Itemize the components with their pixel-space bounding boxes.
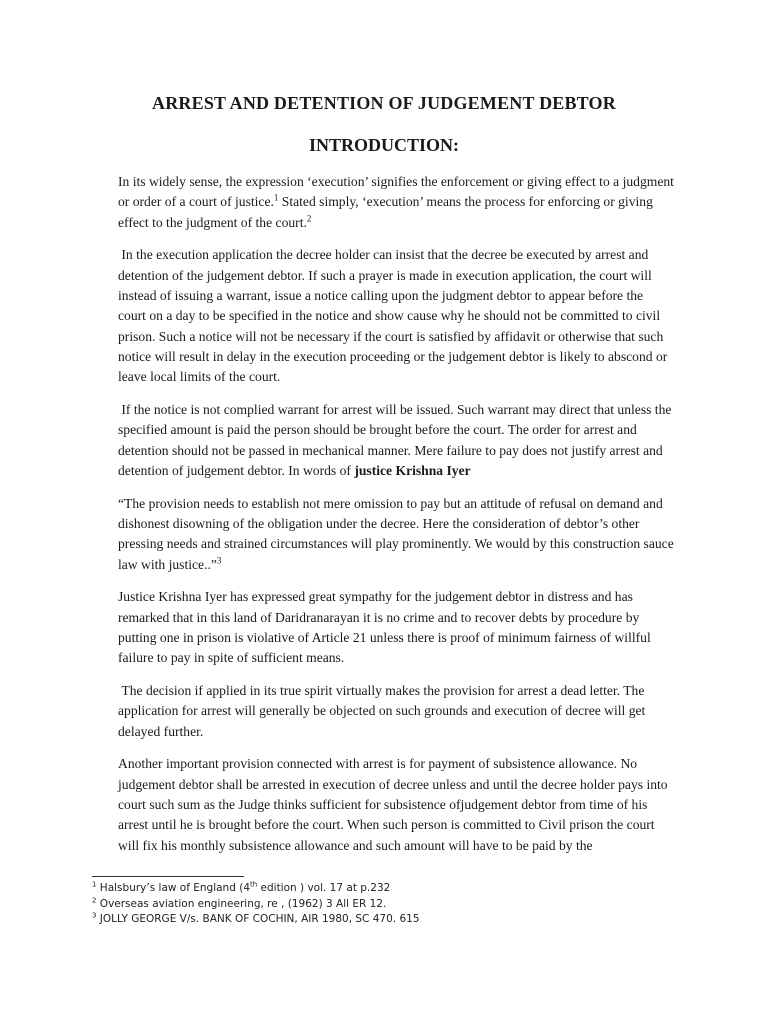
paragraph-5: Justice Krishna Iyer has expressed great sympathy for the judgement debtor in distress and has remarked that in this land of Daridranarayan it is no crime and to recover debts by procedure by putting one in prison is violative of Article 21 unless there is proof of minimum fairness of willful failure to pay in spite of sufficient means. [118,589,651,666]
footnote-3-text: JOLLY GEORGE V/s. BANK OF COCHIN, AIR 1980, SC 470. 615 [96,913,420,925]
footnote-1-text-a: Halsbury’s law of England (4 [96,882,250,894]
document-title: ARREST AND DETENTION OF JUDGEMENT DEBTOR [152,93,616,113]
paragraph-3 [118,400,674,481]
paragraph-2-text: In the execution application the decree holder can insist that the decree be executed by arrest and detention of the judgement debtor. If such a prayer is made in execution application, the court will instead of issuing a warrant, issue a notice calling upon the judgment debtor to appear before the court on a day to be specified in the notice and show cause why he should not be committed to civil prison. Such a notice will not be necessary if the court is satisfied by affidavit or otherwise that such notice will result in delay in the execution proceeding or the judgement debtor is likely to abscond or leave local limits of the court. [118,247,668,385]
paragraph-6-text: The decision if applied in its true spirit virtually makes the provision for arrest a dead letter. The application for arrest will generally be objected on such grounds and execution of decree will get delayed further. [118,683,646,739]
document-body [118,172,674,868]
footnote-separator [92,876,244,877]
paragraph-7: Another important provision connected with arrest is for payment of subsistence allowance. No judgement debtor shall be arrested in execution of decree unless and until the decree holder pays into court such sum as the Judge thinks sufficient for subsistence ofjudgement debtor from time of his arrest until he is brought before the court. When such person is committed to Civil prison the court will fix his monthly subsistence allowance and such amount will have to be paid by the [118,756,668,853]
footnote-1 [92,881,692,897]
paragraph-3-bold-name: justice Krishna Iyer [354,462,471,478]
footnote-2-text: Overseas aviation engineering, re , (1962) 3 All ER 12. [96,897,387,910]
footnote-2 [92,897,692,913]
footnote-1-superscript: th [250,880,258,889]
footnote-3-number: 3 [92,911,97,920]
footnote-1-number: 1 [92,880,97,889]
paragraph-1 [118,172,674,233]
paragraph-3-text: If the notice is not complied warrant for arrest will be issued. Such warrant may direct that unless the specified amount is paid the person should be brought before the court. The order for arrest and detention should not be passed in mechanical manner. Mere failure to pay does not justify arrest and detention of judgement debtor. In words of [118,401,672,478]
footnote-3 [92,912,692,928]
footnote-2-number: 2 [92,896,97,904]
footnote-ref-3: 3 [216,555,222,566]
footnotes [92,881,692,928]
footnote-ref-2: 2 [306,213,312,224]
paragraph-1-text-a: In its widely sense, the expression ‘execution’ signifies the enforcement or giving effect to a judgment or order of a court of justice. [118,174,674,210]
section-heading: INTRODUCTION: [308,135,459,155]
paragraph-4-text: “The provision needs to establish not mere omission to pay but an attitude of refusal on demand and dishonest disowning of the obligation under the decree. Here the consideration of debtor’s other pressing needs and strained circumstances will play prominently. We would by this construction sauce law with justice..” [118,495,674,572]
paragraph-1-text-b: Stated simply, ‘execution’ means the process for enforcing or giving effect to the judgment of the court. [118,194,653,230]
paragraph-6 [118,681,674,742]
paragraph-2 [118,245,674,387]
paragraph-4-quote [118,494,674,575]
footnote-1-text-b: edition ) vol. 17 at p.232 [257,882,391,894]
footnote-ref-1: 1 [273,192,279,203]
